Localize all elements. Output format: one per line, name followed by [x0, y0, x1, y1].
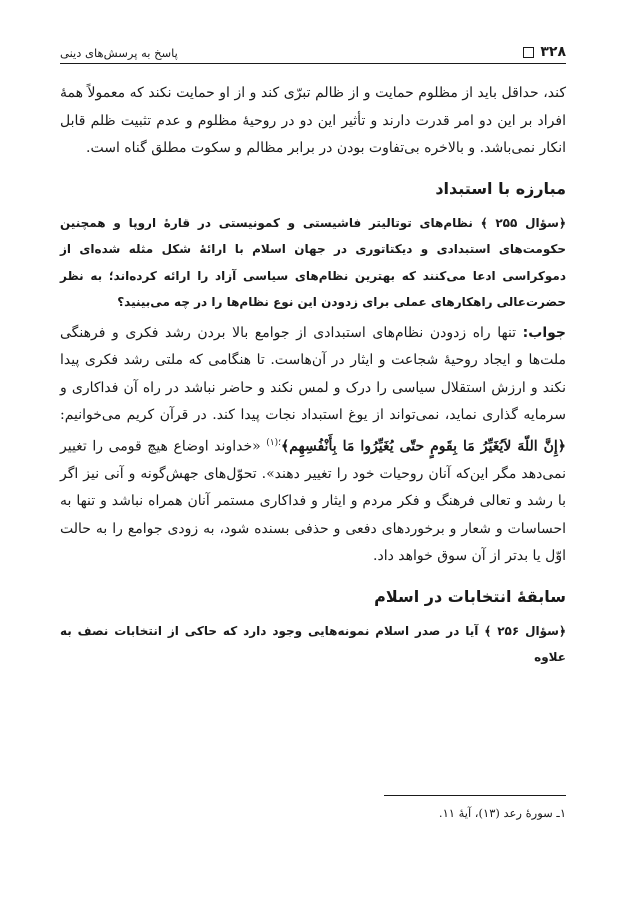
question-label: ﴿سؤال ۲۵۵ ﴾	[480, 215, 566, 230]
square-bullet-icon	[523, 47, 534, 58]
footnote-marker: ؛(۱)	[266, 437, 281, 448]
page-number-group	[523, 44, 566, 60]
page-number: ۳۲۸	[540, 44, 566, 60]
answer-255	[60, 320, 566, 571]
question-255	[60, 210, 566, 316]
quran-verse: ﴿إِنَّ اللّهَ لاَیُغَیِّرُ مَا بِقَومٍ حتّى یُغَیِّرُوا مَا بِأَنْفُسِهِم﴾	[281, 438, 567, 455]
section-heading-despotism: مبارزه با استبداد	[435, 178, 566, 198]
question-text: آیا در صدر اسلام نمونه‌هایی وجود دارد که حاکی از انتخابات نصف به علاوه	[60, 623, 566, 665]
intro-paragraph: کند، حداقل باید از مظلوم حمایت و از ظالم تبرّی کند و از او حمایت نکند که معمولاً همهٔ افراد بر این دو امر قدرت دارند و تأثیر این دو در روحیهٔ مظلوم و عدم تثبیت ظلم قابل انکار نمی‌باشد. و بالاخره بی‌تفاوت بودن در برابر مظالم و سکوت مطلق گناه است.	[60, 85, 566, 156]
question-label: ﴿سؤال ۲۵۶ ﴾	[484, 623, 566, 638]
question-text: نظام‌های توتالیتر فاشیستی و کمونیستی در قارهٔ اروپا و همچنین حکومت‌های استبدادی و دیکتاتوری در جهان اسلام با ارائهٔ شکل مثله شده‌ای از دموکراسی ادعا می‌کنند که بهترین نظام‌های سیاسی آزاد را ارائه کرده‌اند؛ به نظر حضرت‌عالی راهکارهای عملی برای زدودن این نوع نظام‌ها را در چه می‌بینید؟	[60, 215, 566, 309]
footnote-rule	[384, 795, 566, 796]
answer-text-part1: تنها راه زدودن نظام‌های استبدادی از جوامع بالا بردن رشد فکری و فرهنگی ملت‌ها و ایجاد روحیهٔ شجاعت و ایثار در آن‌هاست. تا هنگامی که ملتی رشد فکری پیدا نکند و ارزش استقلال سیاسی را درک و لمس نکند و حاضر نباشد در راه آن فداکاری و سرمایه گذاری نماید، نمی‌تواند از یوغ استبداد نجات پیدا کند. در قرآن کریم می‌خوانیم:	[60, 324, 566, 423]
page-content	[60, 80, 566, 675]
answer-text-part2: «خداوند اوضاع هیچ قومی را تغییر نمی‌دهد مگر این‌که آنان روحیات خود را تغییر دهند». تحوّل‌های جهش‌گونه و آنی نیز اگر با رشد و تعالی فرهنگ و فکر مردم و ایثار و فداکاری مستمر آنان همراه نباشد و تنها به احساسات و شعار و برخوردهای دفعی و حذفی بسنده شود، به زودی جوامع را به حالت اوّل یا بدتر از آن سوق خواهد داد.	[60, 438, 566, 565]
answer-label: جواب:	[522, 324, 567, 341]
question-256	[60, 618, 566, 671]
running-title: پاسخ به پرسش‌های دینی	[60, 46, 178, 60]
footnote: ۱ـ سورهٔ رعد (۱۳)، آیهٔ ۱۱.	[438, 806, 566, 820]
page-header	[60, 34, 566, 60]
header-rule	[60, 63, 566, 64]
section-heading-elections: سابقهٔ انتخابات در اسلام	[374, 586, 566, 606]
